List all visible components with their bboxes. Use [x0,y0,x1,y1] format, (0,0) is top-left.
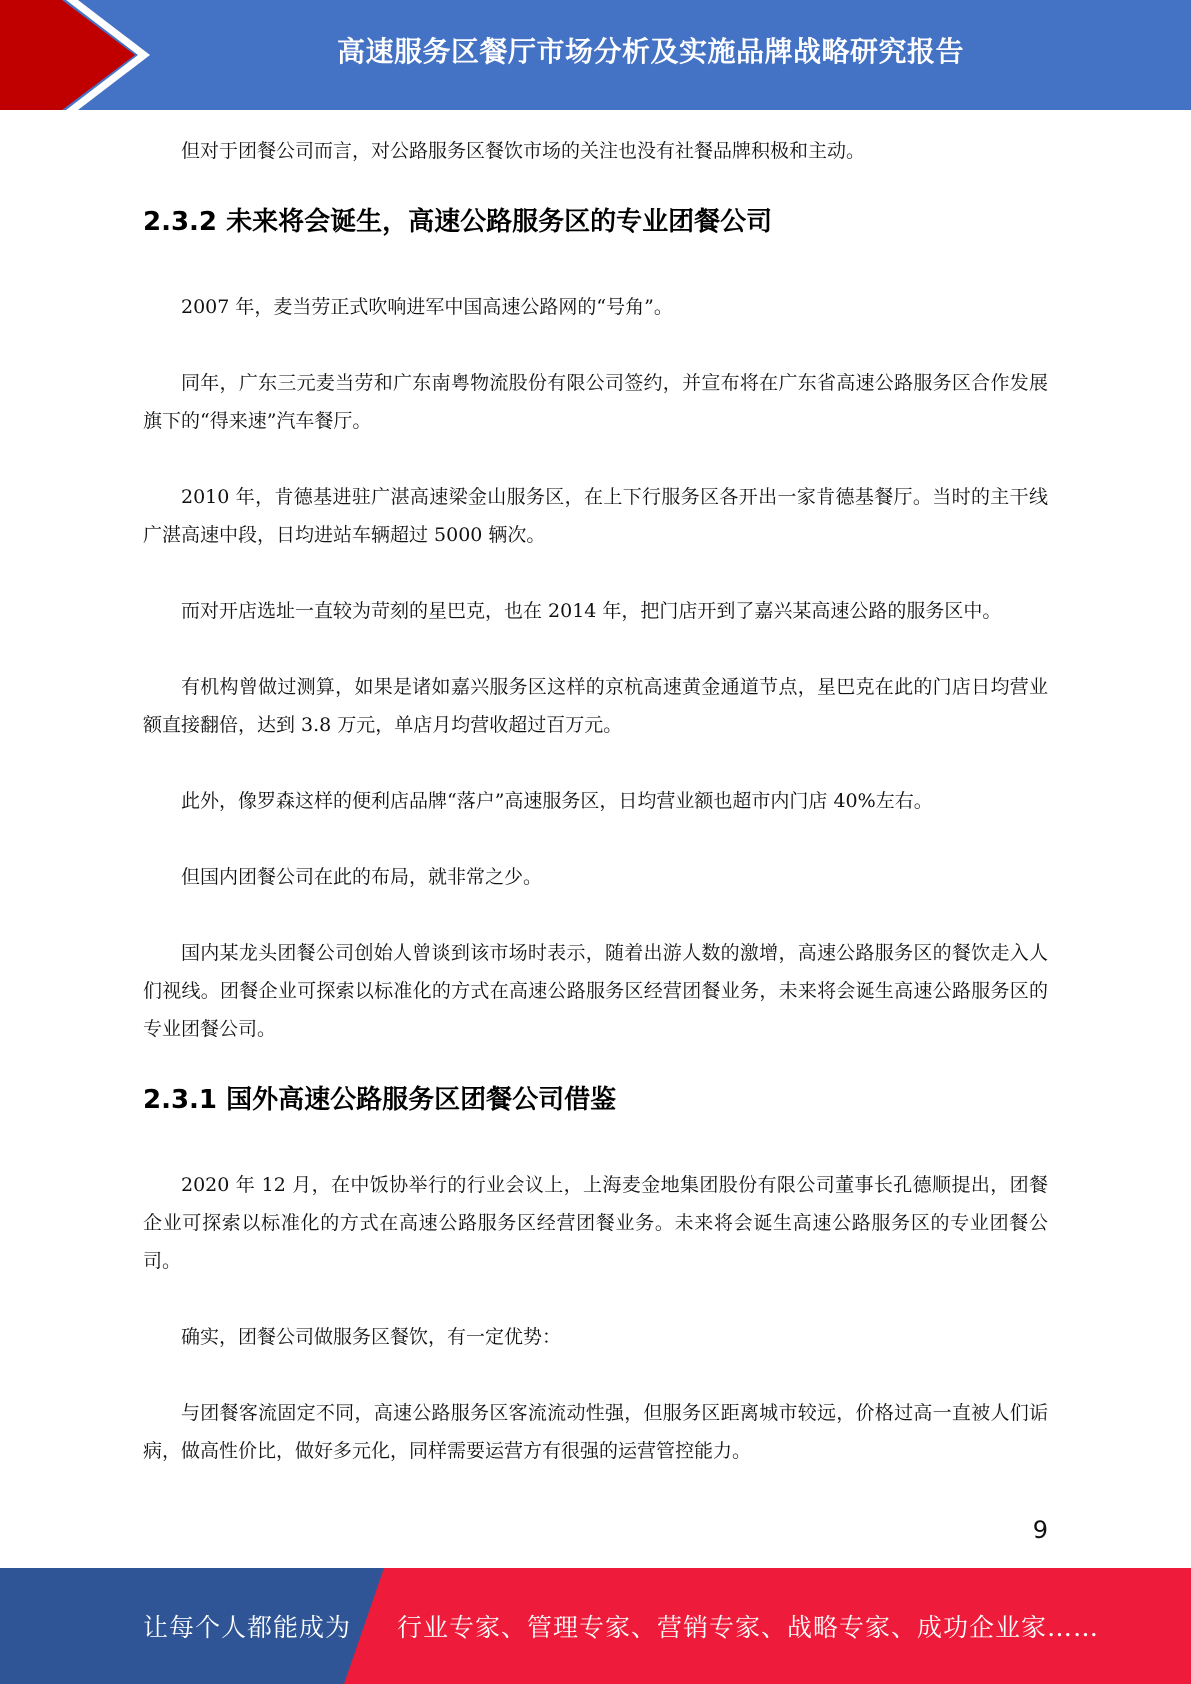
section-heading-2-3-1: 2.3.1 国外高速公路服务区团餐公司借鉴 [143,1085,617,1115]
report-title: 高速服务区餐厅市场分析及实施品牌战略研究报告 [336,35,964,68]
footer-slogan-right: 行业专家、管理专家、营销专家、战略专家、成功企业家…… [397,1613,1100,1642]
paragraph-4: 2010 年，肯德基进驻广湛高速梁金山服务区，在上下行服务区各开出一家肯德基餐厅。当时的主干线广湛高速中段，日均进站车辆超过 5000 辆次。 [143,486,1048,546]
page-content [143,132,1048,1470]
paragraph-10: 2020 年 12 月，在中饭协举行的行业会议上，上海麦金地集团股份有限公司董事长孔德顺提出，团餐企业可探索以标准化的方式在高速公路服务区经营团餐业务。未来将会诞生高速公路服务区的专业团餐公司。 [143,1174,1048,1272]
page-number: 9 [1032,1516,1048,1544]
paragraph-3: 同年，广东三元麦当劳和广东南粤物流股份有限公司签约，并宣布将在广东省高速公路服务区合作发展旗下的“得来速”汽车餐厅。 [143,372,1048,432]
header-arrow-decoration [0,0,160,110]
footer-slogan-left: 让每个人都能成为 [143,1613,352,1642]
page-header [0,0,1191,110]
paragraph-5: 而对开店选址一直较为苛刻的星巴克，也在 2014 年，把门店开到了嘉兴某高速公路的服务区中。 [181,600,1002,622]
section-heading-2-3-2: 2.3.2 未来将会诞生，高速公路服务区的专业团餐公司 [143,207,773,237]
paragraph-12: 与团餐客流固定不同，高速公路服务区客流流动性强，但服务区距离城市较远，价格过高一直被人们诟病，做高性价比，做好多元化，同样需要运营方有很强的运营管控能力。 [143,1402,1048,1462]
paragraph-9: 国内某龙头团餐公司创始人曾谈到该市场时表示，随着出游人数的激增，高速公路服务区的餐饮走入人们视线。团餐企业可探索以标准化的方式在高速公路服务区经营团餐业务，未来将会诞生高速公路服务区的专业团餐公司。 [143,942,1048,1040]
paragraph-11: 确实，团餐公司做服务区餐饮，有一定优势： [181,1326,562,1348]
page-footer [0,1568,1191,1684]
paragraph-7: 此外，像罗森这样的便利店品牌“落户”高速服务区，日均营业额也超市内门店 40%左右。 [181,790,933,812]
paragraph-8: 但国内团餐公司在此的布局，就非常之少。 [181,866,543,888]
paragraph-6: 有机构曾做过测算，如果是诸如嘉兴服务区这样的京杭高速黄金通道节点，星巴克在此的门店日均营业额直接翻倍，达到 3.8 万元，单店月均营收超过百万元。 [143,676,1048,736]
paragraph-2: 2007 年，麦当劳正式吹响进军中国高速公路网的“号角”。 [181,296,673,318]
paragraph-1: 但对于团餐公司而言，对公路服务区餐饮市场的关注也没有社餐品牌积极和主动。 [181,140,866,162]
